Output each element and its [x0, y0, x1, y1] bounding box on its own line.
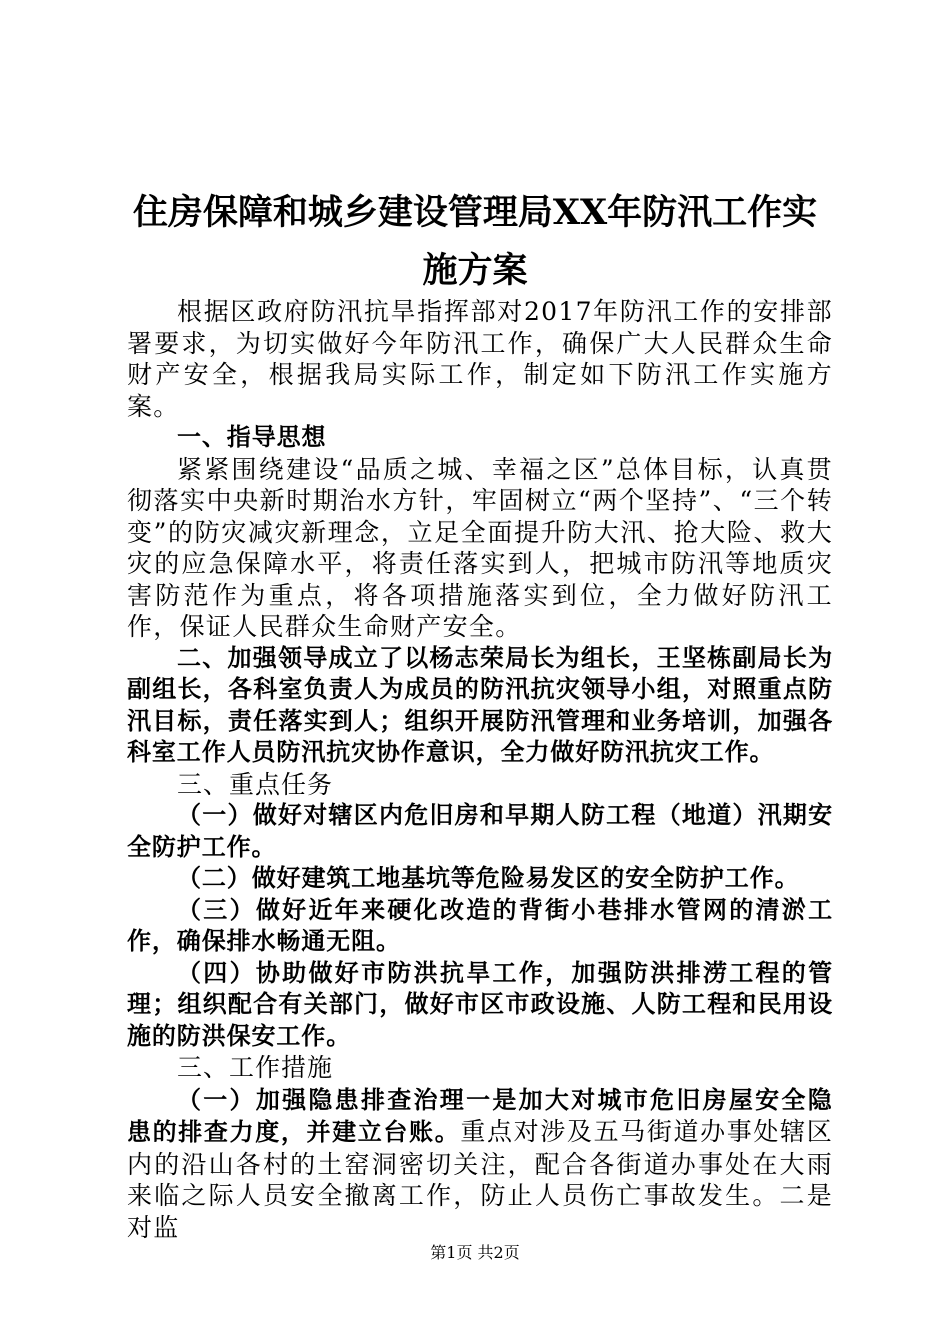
- section-heading-guiding-ideology: 一、指导思想: [177, 423, 327, 451]
- work-measure-1-rest: 重点对涉及五马街道办事处辖区内的沿山各村的土窑洞密切关注，配合各街道办事处在大雨来临之际人员安全撤离工作，防止人员伤亡事故发生。二是对监: [127, 1117, 834, 1242]
- guiding-ideology-paragraph: 紧紧围绕建设“品质之城、幸福之区”总体目标，认真贯彻落实中央新时期治水方针，牢固树立“两个坚持”、“三个转变”的防灾减灾新理念，立足全面提升防大汛、抢大险、救大灾的应急保障水平，将责任落实到人，把城市防汛等地质灾害防范作为重点，将各项措施落实到位，全力做好防汛工作，保证人民群众生命财产安全。: [127, 454, 833, 641]
- section-heading-work-measures: 三、工作措施: [177, 1053, 334, 1082]
- page-footer: 第1页 共2页: [430, 1243, 520, 1262]
- work-measure-1: [127, 1084, 833, 1244]
- section-heading-key-tasks: 三、重点任务: [177, 769, 334, 799]
- document-title-line-2: 施方案: [422, 250, 528, 291]
- key-task-2: （二）做好建筑工地基坑等危险易发区的安全防护工作。: [177, 864, 800, 892]
- intro-paragraph: 根据区政府防汛抗旱指挥部对2017年防汛工作的安排部署要求，为切实做好今年防汛工作，确保广大人民群众生命财产安全，根据我局实际工作，制定如下防汛工作实施方案。: [127, 297, 833, 421]
- key-task-3: （三）做好近年来硬化改造的背街小巷排水管网的清淤工作，确保排水畅通无阻。: [127, 895, 833, 955]
- document-title-line-1: 住房保障和城乡建设管理局XX年防汛工作实: [132, 192, 818, 233]
- document-body: [127, 296, 833, 1243]
- leadership-paragraph: 二、加强领导成立了以杨志荣局长为组长，王坚栋副局长为副组长，各科室负责人为成员的防汛抗灾领导小组，对照重点防汛目标，责任落实到人；组织开展防汛管理和业务培训，加强各科室工作人员防汛抗灾协作意识，全力做好防汛抗灾工作。: [127, 643, 833, 766]
- key-task-1: （一）做好对辖区内危旧房和早期人防工程（地道）汛期安全防护工作。: [127, 801, 833, 861]
- work-measure-1-bold: （一）加强隐患排查治理一是加大对城市危旧房屋安全隐患的排查力度，并建立台账。: [127, 1085, 833, 1146]
- key-task-4: （四）协助做好市防洪抗旱工作，加强防洪排涝工程的管理；组织配合有关部门，做好市区市政设施、人防工程和民用设施的防洪保安工作。: [127, 958, 833, 1050]
